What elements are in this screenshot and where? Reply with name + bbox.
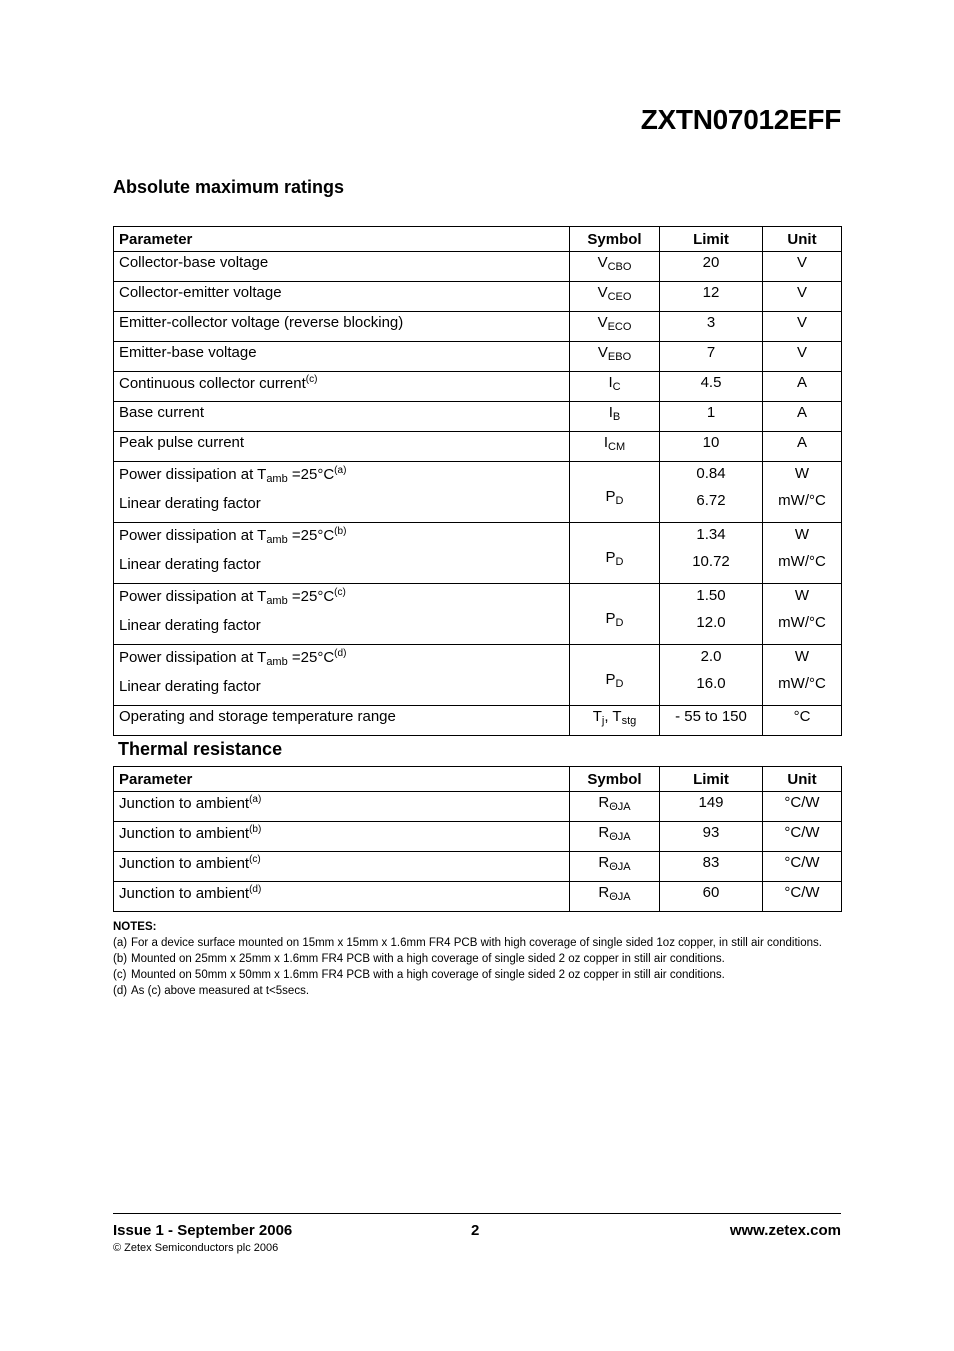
limit-cell: 1.50 12.0 xyxy=(660,584,763,645)
limit-cell: 93 xyxy=(660,822,763,852)
col-header-limit: Limit xyxy=(660,227,763,252)
note-item: (c) Mounted on 50mm x 50mm x 1.6mm FR4 PCB with a high coverage of single sided 2 oz copper in still air conditions. xyxy=(113,969,725,981)
limit-cell: 7 xyxy=(660,342,763,372)
unit-cell: V xyxy=(763,252,842,282)
param-cell: Power dissipation at $T_{amb} =25^\circ C^{(b)}$ Linear derating factor xyxy=(114,523,570,584)
param-cell: Continuous collector current$^{(c)}$ xyxy=(114,372,570,402)
unit-cell: W mW/°C xyxy=(763,462,842,523)
footer-page-number: 2 xyxy=(471,1222,480,1239)
limit-cell: - 55 to 150 xyxy=(660,706,763,736)
param-cell: Power dissipation at $T_{amb} =25^\circ C^{(c)}$ Linear derating factor xyxy=(114,584,570,645)
symbol-cell: $P_D$ xyxy=(570,523,660,584)
footer-issue: Issue 1 - September 2006 xyxy=(113,1222,293,1239)
symbol-cell: $P_D$ xyxy=(570,462,660,523)
unit-cell: °C/W xyxy=(763,882,842,912)
unit-cell: V xyxy=(763,312,842,342)
unit-cell: W mW/°C xyxy=(763,584,842,645)
param-cell: Junction to ambient$^{(a)}$ xyxy=(114,792,570,822)
param-cell: Emitter-base voltage xyxy=(114,342,570,372)
table-row xyxy=(114,432,842,462)
symbol-cell: $P_D$ xyxy=(570,584,660,645)
table-row xyxy=(114,282,842,312)
col-header-limit: Limit xyxy=(660,767,763,792)
unit-cell: A xyxy=(763,432,842,462)
footer-copyright: © Zetex Semiconductors plc 2006 xyxy=(113,1242,279,1254)
unit-cell: A xyxy=(763,402,842,432)
table-row xyxy=(114,852,842,882)
unit-cell: W mW/°C xyxy=(763,645,842,706)
symbol-cell: $R_{\Theta JA}$ xyxy=(570,852,660,882)
thermal-header-row xyxy=(114,767,842,792)
symbol-cell: $R_{\Theta JA}$ xyxy=(570,792,660,822)
param-cell: Junction to ambient$^{(c)}$ xyxy=(114,852,570,882)
table-row xyxy=(114,584,842,645)
unit-cell: °C xyxy=(763,706,842,736)
limit-cell: 12 xyxy=(660,282,763,312)
param-cell: Collector-emitter voltage xyxy=(114,282,570,312)
table-row xyxy=(114,312,842,342)
col-header-unit: Unit xyxy=(763,227,842,252)
col-header-symbol: Symbol xyxy=(570,227,660,252)
limit-cell: 60 xyxy=(660,882,763,912)
ratings-header-row xyxy=(114,227,842,252)
table-row xyxy=(114,462,842,523)
footer-divider xyxy=(113,1213,841,1214)
limit-cell: 83 xyxy=(660,852,763,882)
note-item: (d) As (c) above measured at t<5secs. xyxy=(113,985,310,997)
limit-cell: 10 xyxy=(660,432,763,462)
notes-section xyxy=(113,919,843,999)
unit-cell: V xyxy=(763,282,842,312)
note-item: (a) For a device surface mounted on 15mm x 15mm x 1.6mm FR4 PCB with high coverage of single sided 1oz copper, in still air conditions. xyxy=(113,937,822,949)
table-row xyxy=(114,822,842,852)
limit-cell: 2.0 16.0 xyxy=(660,645,763,706)
table-row xyxy=(114,706,842,736)
param-cell: Junction to ambient$^{(b)}$ xyxy=(114,822,570,852)
table-row xyxy=(114,882,842,912)
thermal-table xyxy=(113,766,842,912)
note-item: (b) Mounted on 25mm x 25mm x 1.6mm FR4 PCB with a high coverage of single sided 2 oz copper in still air conditions. xyxy=(113,953,725,965)
table-row xyxy=(114,792,842,822)
limit-cell: 1 xyxy=(660,402,763,432)
param-cell: Power dissipation at $T_{amb} =25^\circ C^{(a)}$ Linear derating factor xyxy=(114,462,570,523)
table-row xyxy=(114,372,842,402)
table-row xyxy=(114,645,842,706)
symbol-cell: $V_{CEO}$ xyxy=(570,282,660,312)
col-header-symbol: Symbol xyxy=(570,767,660,792)
limit-cell: 20 xyxy=(660,252,763,282)
part-number-title: ZXTN07012EFF xyxy=(640,104,841,135)
table-row xyxy=(114,523,842,584)
symbol-cell: $T_j$, $T_{stg}$ xyxy=(570,706,660,736)
thermal-heading: Thermal resistance xyxy=(118,739,283,759)
col-header-parameter: Parameter xyxy=(114,767,570,792)
table-row xyxy=(114,402,842,432)
param-cell: Collector-base voltage xyxy=(114,252,570,282)
ratings-table xyxy=(113,226,842,736)
limit-cell: 3 xyxy=(660,312,763,342)
param-cell: Power dissipation at $T_{amb} =25^\circ C^{(d)}$ Linear derating factor xyxy=(114,645,570,706)
col-header-parameter: Parameter xyxy=(114,227,570,252)
symbol-cell: $I_B$ xyxy=(570,402,660,432)
unit-cell: °C/W xyxy=(763,822,842,852)
table-row xyxy=(114,342,842,372)
unit-cell: °C/W xyxy=(763,792,842,822)
param-cell: Base current xyxy=(114,402,570,432)
unit-cell: W mW/°C xyxy=(763,523,842,584)
ratings-heading: Absolute maximum ratings xyxy=(113,177,345,197)
param-cell: Emitter-collector voltage (reverse blocking) xyxy=(114,312,570,342)
unit-cell: V xyxy=(763,342,842,372)
param-cell: Peak pulse current xyxy=(114,432,570,462)
unit-cell: A xyxy=(763,372,842,402)
param-cell: Junction to ambient$^{(d)}$ xyxy=(114,882,570,912)
notes-title: NOTES: xyxy=(113,921,157,933)
col-header-unit: Unit xyxy=(763,767,842,792)
symbol-cell: $V_{CBO}$ xyxy=(570,252,660,282)
symbol-cell: $V_{EBO}$ xyxy=(570,342,660,372)
limit-cell: 0.84 6.72 xyxy=(660,462,763,523)
limit-cell: 4.5 xyxy=(660,372,763,402)
param-cell: Operating and storage temperature range xyxy=(114,706,570,736)
table-row xyxy=(114,252,842,282)
symbol-cell: $I_C$ xyxy=(570,372,660,402)
symbol-cell: $R_{\Theta JA}$ xyxy=(570,882,660,912)
limit-cell: 1.34 10.72 xyxy=(660,523,763,584)
symbol-cell: $I_{CM}$ xyxy=(570,432,660,462)
symbol-cell: $R_{\Theta JA}$ xyxy=(570,822,660,852)
symbol-cell: $P_D$ xyxy=(570,645,660,706)
unit-cell: °C/W xyxy=(763,852,842,882)
symbol-cell: $V_{ECO}$ xyxy=(570,312,660,342)
footer-website-link[interactable]: www.zetex.com xyxy=(729,1222,841,1239)
limit-cell: 149 xyxy=(660,792,763,822)
